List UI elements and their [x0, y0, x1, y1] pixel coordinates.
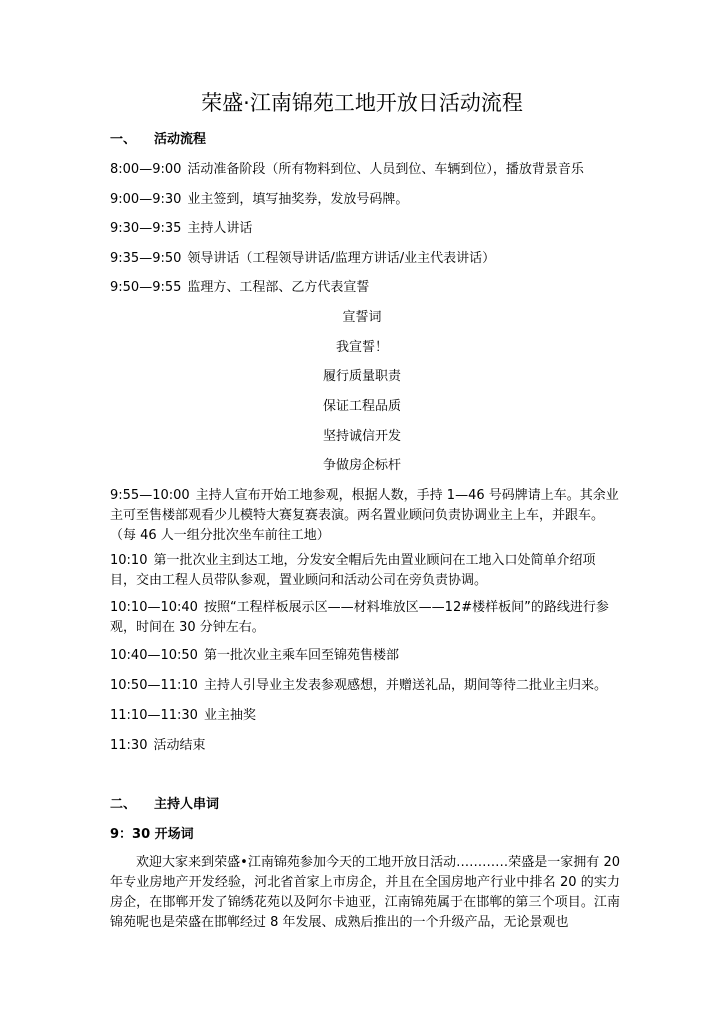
- schedule-text: 业主抽奖: [203, 708, 256, 723]
- oath-line: 保证工程品质: [322, 399, 401, 414]
- schedule-time: 10:40—10:50: [110, 648, 198, 663]
- schedule-text: 第一批次业主乘车回至锦苑售楼部: [203, 648, 399, 663]
- section-title: 主持人串词: [154, 797, 220, 812]
- schedule-item: [110, 249, 620, 269]
- section-title: 活动流程: [154, 132, 207, 147]
- oath-line: 我宣誓！: [335, 340, 388, 355]
- schedule-text: 活动结束: [153, 738, 206, 753]
- opening-speech-paragraph: 欢迎大家来到荣盛•江南锦苑参加今天的工地开放日活动…………荣盛是一家拥有 20 年专业房地产开发经验，河北省首家上市房企，并且在全国房地产行业中排名 20 的实力房企，在邯郸开发了锦绣花苑以及阿尔卡迪亚，江南锦苑属于在邯郸的第三个项目。江南锦苑呢也是荣盛在邯郸经过 8 年发展、成熟后推出的一个升级产品，无论景观也: [110, 855, 620, 930]
- schedule-time: 9:30—9:35: [110, 221, 182, 236]
- schedule-item: [110, 676, 620, 696]
- schedule-item: [110, 160, 620, 180]
- schedule-time: 9:50—9:55: [110, 280, 182, 295]
- oath-line: 争做房企标杆: [322, 458, 401, 473]
- schedule-text: 业主签到，填写抽奖券，发放号码牌。: [187, 192, 409, 207]
- schedule-time: 11:10—11:30: [110, 708, 198, 723]
- schedule-item: [110, 551, 620, 591]
- schedule-text: 主持人讲话: [187, 221, 253, 236]
- schedule-item: [110, 278, 620, 298]
- schedule-item: [110, 598, 620, 638]
- oath-line: 履行质量职责: [322, 369, 401, 384]
- document-title: 荣盛·江南锦苑工地开放日活动流程: [201, 91, 523, 115]
- schedule-time: 8:00—9:00: [110, 162, 182, 177]
- oath-line: 宣誓词: [342, 310, 382, 325]
- schedule-item: [110, 190, 620, 210]
- schedule-time: 10:50—11:10: [110, 678, 198, 693]
- schedule-item: [110, 486, 620, 546]
- schedule-time: 9:35—9:50: [110, 251, 182, 266]
- schedule-text: 活动准备阶段（所有物料到位、人员到位、车辆到位），播放背景音乐: [187, 162, 584, 177]
- schedule-item: [110, 736, 620, 756]
- schedule-text: 第一批次业主到达工地，分发安全帽后先由置业顾问在工地入口处简单介绍项目，交由工程人员带队参观，置业顾问和活动公司在旁负责协调。: [110, 553, 596, 588]
- oath-line: 坚持诚信开发: [322, 429, 401, 444]
- schedule-text: 主持人宣布开始工地参观，根据人数，手持 1—46 号码牌请上车。其余业主可至售楼部观看少儿模特大赛复赛表演。两名置业顾问负责协调业主上车，并跟车。（每 46 人一组分批次坐车前往工地）: [110, 488, 619, 543]
- schedule-text: 按照“工程样板展示区——材料堆放区——12#楼样板间”的路线进行参观，时间在 30 分钟左右。: [110, 600, 609, 635]
- schedule-time: 10:10: [110, 553, 148, 568]
- opening-speech-heading: 9：30 开场词: [110, 827, 194, 842]
- section-heading-activity-flow: [110, 130, 206, 150]
- schedule-text: 主持人引导业主发表参观感想，并赠送礼品，期间等待二批业主归来。: [203, 678, 607, 693]
- schedule-time: 11:30: [110, 738, 148, 753]
- schedule-text: 监理方、工程部、乙方代表宣誓: [187, 280, 370, 295]
- schedule-time: 10:10—10:40: [110, 600, 198, 615]
- schedule-item: [110, 706, 620, 726]
- section-heading-host-script: [110, 795, 219, 815]
- section-number: 一、: [110, 132, 137, 147]
- schedule-time: 9:00—9:30: [110, 192, 182, 207]
- schedule-item: [110, 219, 620, 239]
- schedule-item: [110, 646, 620, 666]
- schedule-time: 9:55—10:00: [110, 488, 190, 503]
- schedule-text: 领导讲话（工程领导讲话/监理方讲话/业主代表讲话）: [187, 251, 496, 266]
- section-number: 二、: [110, 797, 137, 812]
